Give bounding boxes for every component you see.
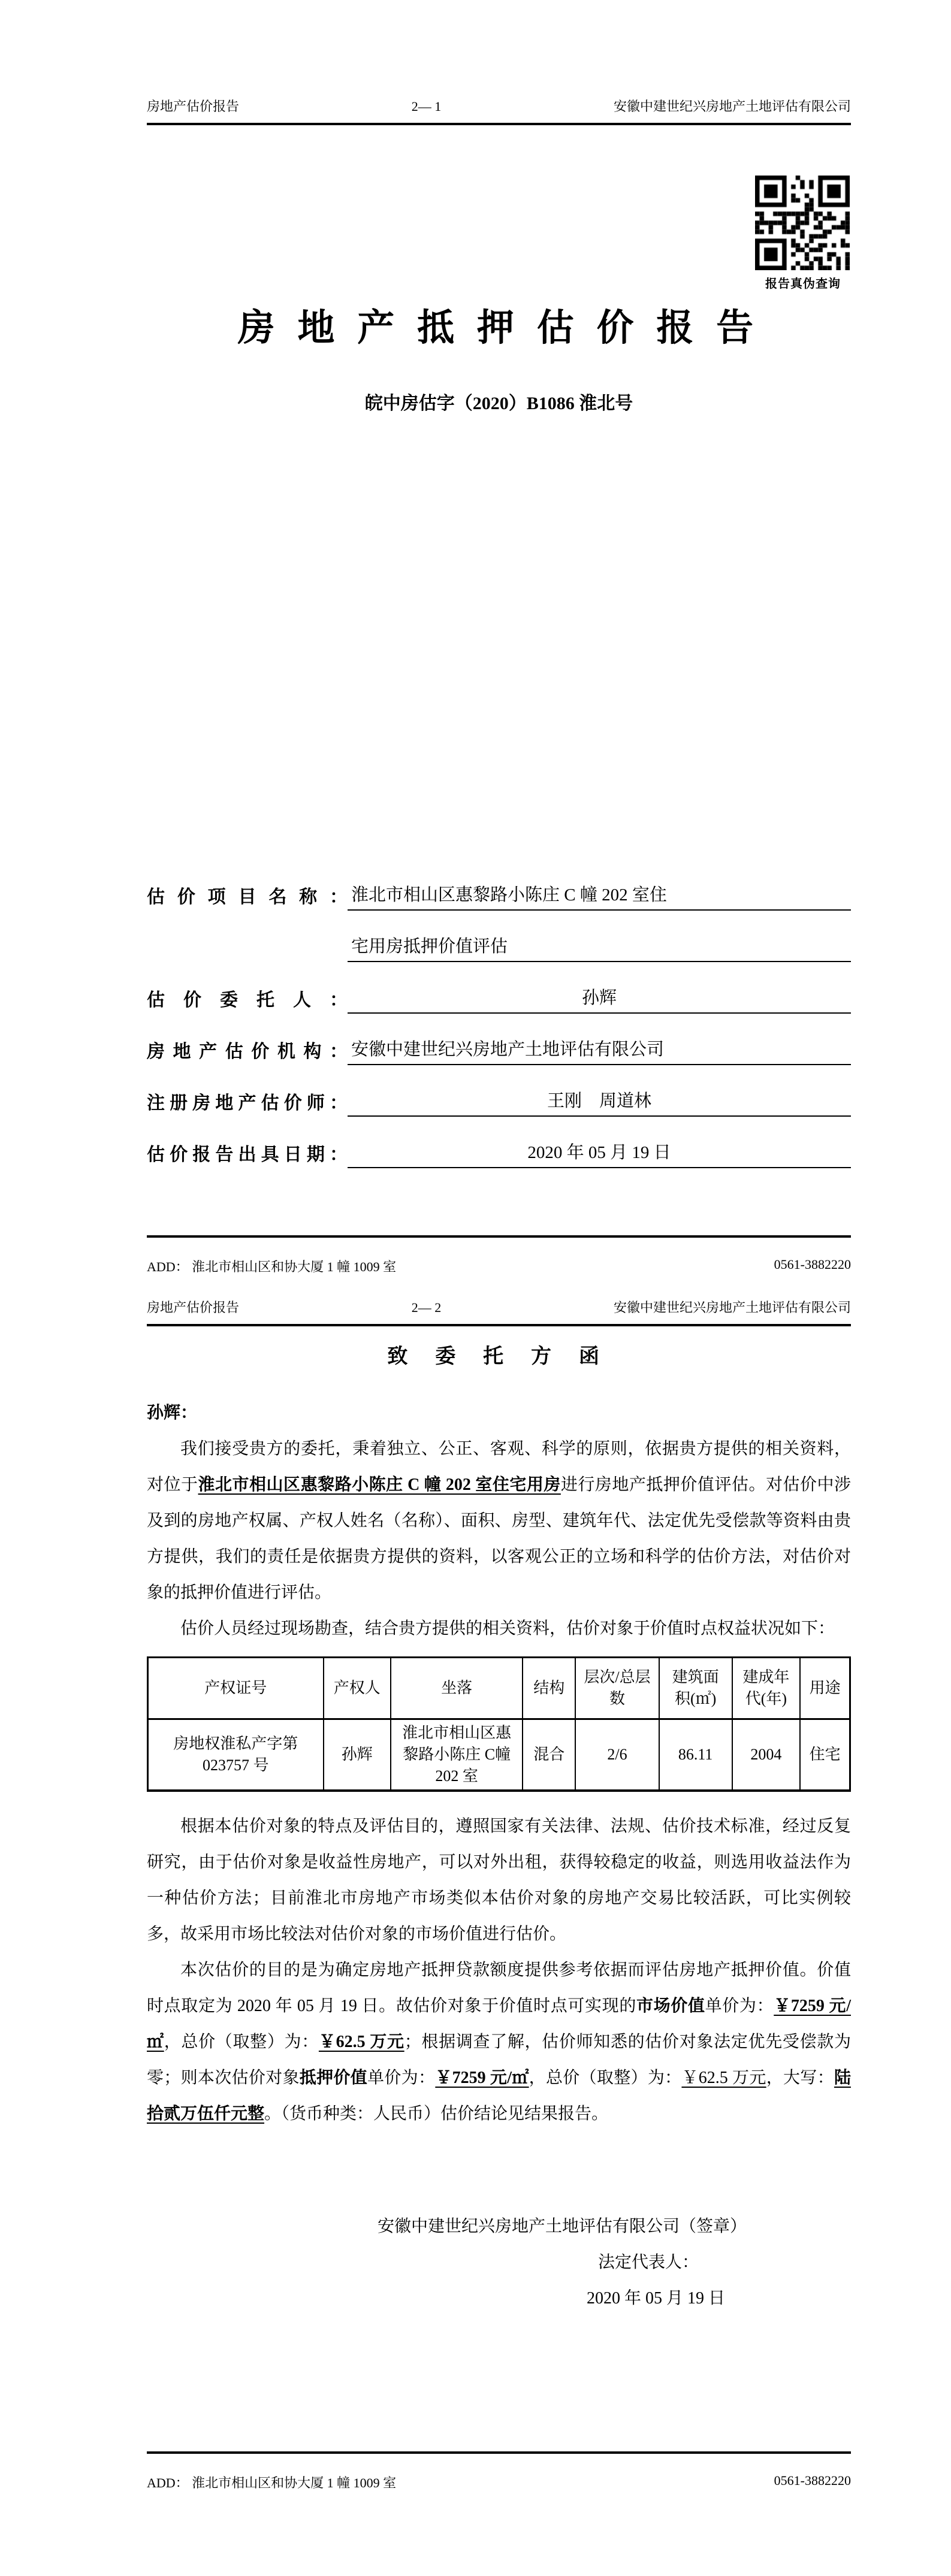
page2-running-header: [147, 1299, 851, 1317]
field-label: 注册房地产估价师：: [147, 1093, 348, 1113]
letter-paragraph-3: 根据本估价对象的特点及评估目的，遵照国家有关法律、法规、估价技术标准，经过反复研究，由于估价对象是收益性房地产，可以对外出租，获得较稳定的收益，则选用收益法作为一种估价方法；目前淮北市房地产市场类似本估价对象的房地产交易比较活跃，可比实例较多，故采用市场比较法对估价对象的市场价值进行估价。: [147, 1817, 851, 1943]
field-value: 王刚 周道林: [348, 1087, 851, 1117]
footer-address: ADD： 淮北市相山区和协大厦 1 幢 1009 室: [147, 1259, 397, 1274]
running-header-page-number: 2— 1: [411, 99, 442, 114]
qr-caption: 报告真伪查询: [765, 277, 841, 291]
field-value: 孙辉: [348, 984, 851, 1014]
col-header-cert-no: 产权证号: [148, 1658, 324, 1719]
field-label: 估价委托人：: [147, 990, 348, 1010]
col-header-area: 建筑面积(㎡): [659, 1658, 732, 1719]
field-row-issue-date: [147, 1117, 851, 1168]
property-rights-table: [147, 1656, 851, 1792]
signature-block: [147, 2209, 851, 2317]
field-label: 房地产估价机构：: [147, 1042, 348, 1062]
col-header-year: 建成年代(年): [732, 1658, 801, 1719]
footer-address: ADD： 淮北市相山区和协大厦 1 幢 1009 室: [147, 2475, 397, 2490]
col-header-location: 坐落: [391, 1658, 523, 1719]
col-header-owner: 产权人: [324, 1658, 391, 1719]
signature-legal-rep: 法定代表人：: [598, 2253, 699, 2272]
col-header-structure: 结构: [523, 1658, 575, 1719]
letter-paragraph-2: 估价人员经过现场勘查，结合贵方提供的相关资料，估价对象于价值时点权益状况如下：: [180, 1619, 835, 1638]
cell-owner: 孙辉: [324, 1719, 391, 1791]
page1-running-header: [147, 98, 851, 116]
field-row-client: [147, 962, 851, 1014]
field-value: 宅用房抵押价值评估: [348, 933, 851, 962]
col-header-floor: 层次/总层数: [575, 1658, 659, 1719]
running-header-company: 安徽中建世纪兴房地产土地评估有限公司: [613, 1300, 851, 1315]
table-row: [148, 1719, 850, 1791]
running-header-company: 安徽中建世纪兴房地产土地评估有限公司: [613, 99, 851, 114]
page2-content: [147, 1299, 851, 2317]
cell-location: 淮北市相山区惠黎路小陈庄 C幢 202 室: [391, 1719, 523, 1791]
letter-paragraph-4: 本次估价的目的是为确定房地产抵押贷款额度提供参考依据而评估房地产抵押价值。价值时点取定为 2020 年 05 月 19 日。故估价对象于价值时点可实现的市场价值单价为：￥7259 元/㎡，总价（取整）为：￥62.5 万元；根据调查了解，估价师知悉的估价对象法定优先受偿款为零；则本次估价对象抵押价值单价为：￥7259 元/㎡，总价（取整）为：￥62.5 万元，大写：陆拾贰万伍仟元整。（货币种类：人民币）估价结论见结果报告。: [147, 1961, 851, 2123]
field-label: 估价报告出具日期：: [147, 1145, 348, 1165]
running-header-page-number: 2— 2: [411, 1300, 442, 1315]
page1-footer: [147, 1235, 851, 1275]
footer-phone: 0561-3882220: [774, 2473, 851, 2488]
cell-floor: 2/6: [575, 1719, 659, 1791]
cell-structure: 混合: [523, 1719, 575, 1791]
header-rule: [147, 123, 851, 125]
report-number: 皖中房估字（2020）B1086 淮北号: [364, 394, 633, 413]
cell-area: 86.11: [659, 1719, 732, 1791]
cell-use: 住宅: [800, 1719, 850, 1791]
running-header-doc-type: 房地产估价报告: [147, 1300, 240, 1315]
field-row-appraisers: [147, 1065, 851, 1117]
cell-year: 2004: [732, 1719, 801, 1791]
field-value: 2020 年 05 月 19 日: [348, 1139, 851, 1168]
field-row-project-name-cont: [147, 911, 851, 962]
field-value: 安徽中建世纪兴房地产土地评估有限公司: [348, 1036, 851, 1065]
letter-salutation: 孙辉：: [147, 1404, 198, 1422]
field-row-agency: [147, 1014, 851, 1065]
running-header-doc-type: 房地产估价报告: [147, 99, 240, 114]
footer-phone: 0561-3882220: [774, 1257, 851, 1272]
qr-code: [755, 176, 850, 270]
header-rule: [147, 1324, 851, 1326]
signature-company: 安徽中建世纪兴房地产土地评估有限公司（签章）: [378, 2217, 747, 2236]
col-header-use: 用途: [800, 1658, 850, 1719]
field-row-project-name: [147, 859, 851, 911]
qr-code-block: [755, 176, 851, 291]
report-title: 房 地 产 抵 押 估 价 报 告: [237, 308, 760, 349]
field-label: 估价项目名称：: [147, 887, 348, 907]
letter-title: 致 委 托 方 函: [387, 1346, 611, 1368]
field-label: [147, 960, 348, 962]
letter-paragraph-1: 我们接受贵方的委托，秉着独立、公正、客观、科学的原则，依据贵方提供的相关资料，对位于淮北市相山区惠黎路小陈庄 C 幢 202 室住宅用房进行房地产抵押价值评估。对估价中涉及到的房地产权属、产权人姓名（名称）、面积、房型、建筑年代、法定优先受偿款等资料由贵方提供，我们的责任是依据贵方提供的资料，以客观公正的立场和科学的估价方法，对估价对象的抵押价值进行评估。: [147, 1440, 851, 1602]
page2-footer: [147, 2451, 851, 2492]
signature-date: 2020 年 05 月 19 日: [587, 2289, 726, 2308]
page1-content: [147, 98, 851, 1168]
table-header-row: [148, 1658, 850, 1719]
field-value: 淮北市相山区惠黎路小陈庄 C 幢 202 室住: [348, 881, 851, 911]
footer-rule: [147, 2451, 851, 2454]
footer-rule: [147, 1235, 851, 1238]
cell-cert-no: 房地权淮私产字第023757 号: [148, 1719, 324, 1791]
cover-fields: [147, 859, 851, 1168]
